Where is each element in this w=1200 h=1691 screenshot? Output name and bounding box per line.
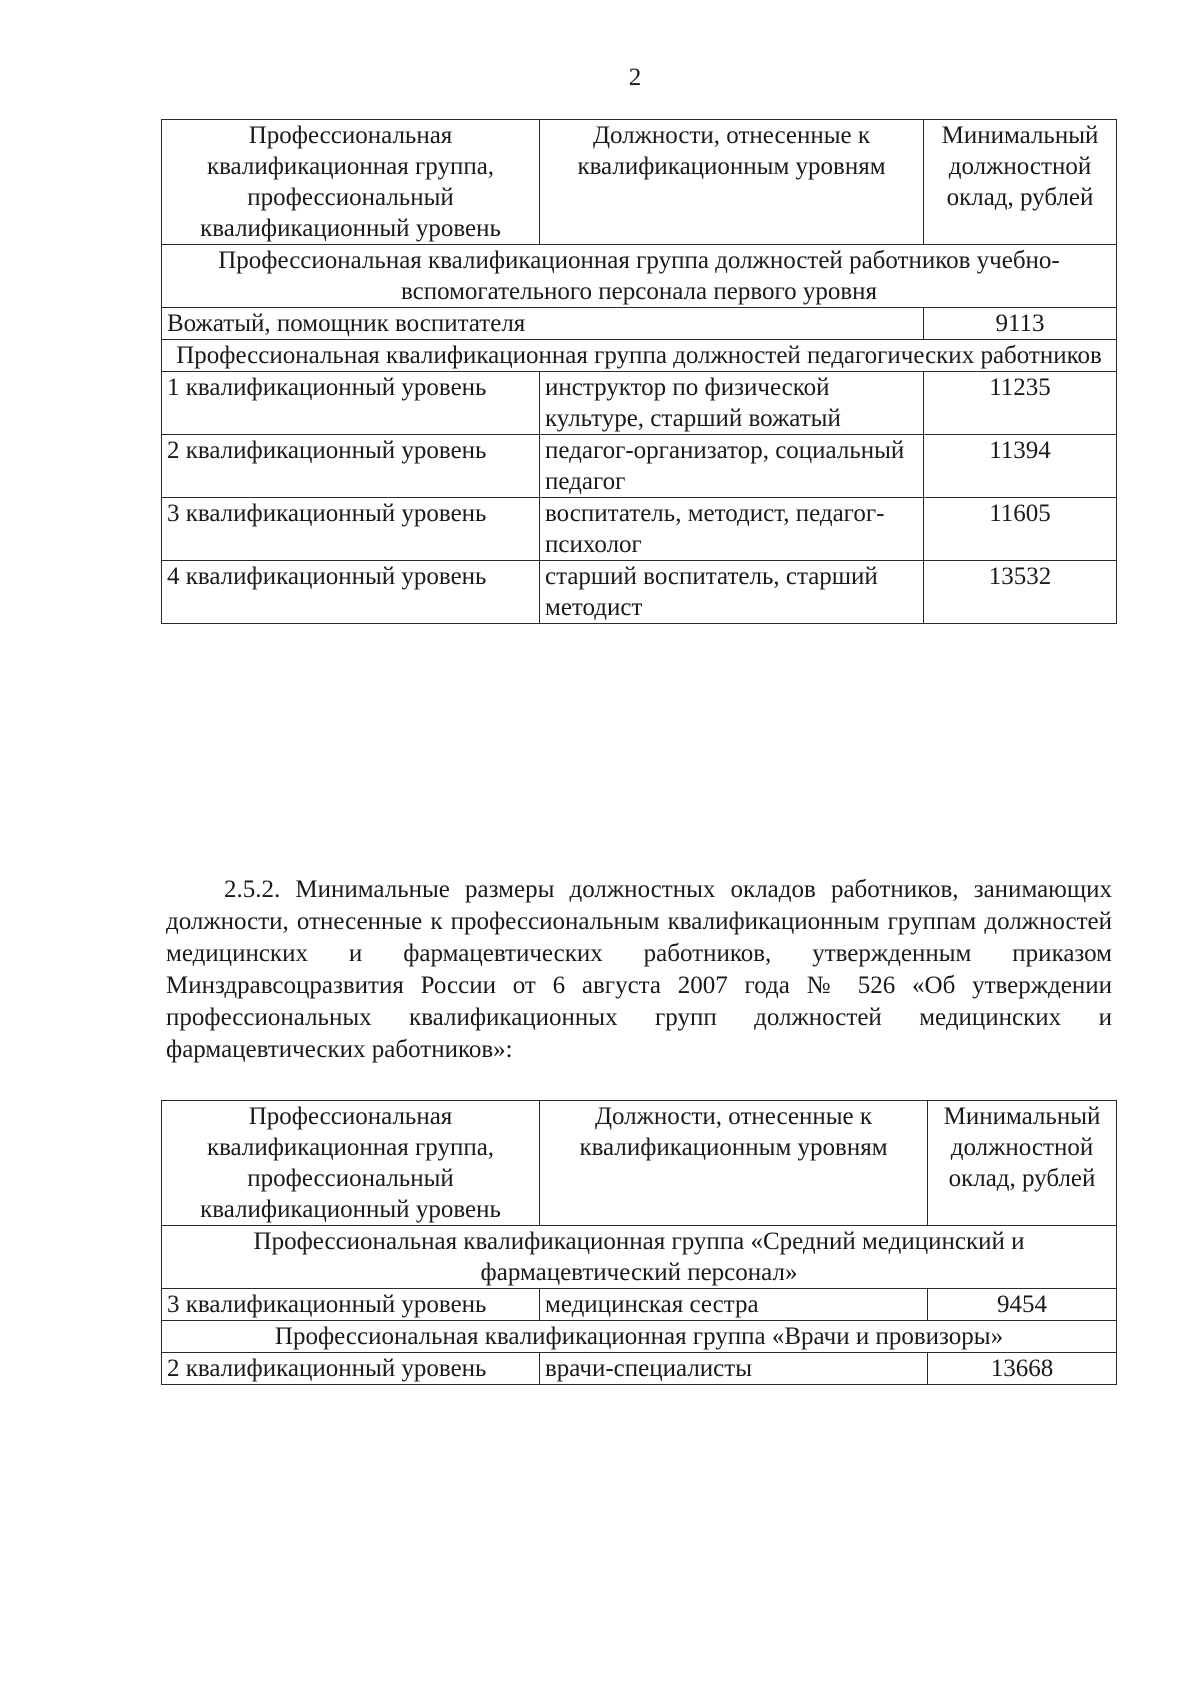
group-title-support-staff: Профессиональная квалификационная группа должностей работников учебно-вспомогательного персонала первого уровня [162,245,1117,308]
table-row [162,561,1117,624]
row-salary: 11235 [924,372,1117,435]
row-level: 1 квалификационный уровень [162,372,540,435]
row-positions: инструктор по физической культуре, старший вожатый [540,372,924,435]
table-header-row [162,1101,1117,1226]
table-row [162,435,1117,498]
row-positions: педагог-организатор, социальный педагог [540,435,924,498]
row-positions: медицинская сестра [540,1289,928,1321]
row-level: 3 квалификационный уровень [162,498,540,561]
group-row [162,340,1117,372]
row-level: 2 квалификационный уровень [162,1353,540,1385]
page-number: 2 [628,64,642,91]
row-level: 3 квалификационный уровень [162,1289,540,1321]
row-salary: 9454 [928,1289,1117,1321]
salary-table-pedagogical [161,119,1117,624]
row-salary: 13532 [924,561,1117,624]
header-positions: Должности, отнесенные к квалификационным уровням [540,1101,928,1226]
group-row [162,1321,1117,1353]
table-row [162,498,1117,561]
table-row [162,1353,1117,1385]
row-positions: старший воспитатель, старший методист [540,561,924,624]
table-row [162,308,1117,340]
header-min-salary: Минимальный должностной оклад, рублей [924,120,1117,245]
group-row [162,1226,1117,1289]
header-positions: Должности, отнесенные к квалификационным уровням [540,120,924,245]
row-salary: 9113 [924,308,1117,340]
body-paragraph: 2.5.2. Минимальные размеры должностных окладов работников, занимающих должности, отнесенные к профессиональным квалификационным группам должностей медицинских и фармацевтических работников, утвержденным приказом Минздравсоцразвития России от 6 августа 2007 года № 526 «Об утверждении профессиональных квалификационных групп должностей медицинских и фармацевтических работников»: [166,876,1112,1063]
header-group-level: Профессиональная квалификационная группа, профессиональный квалификационный уровень [162,120,540,245]
header-min-salary: Минимальный должностной оклад, рублей [928,1101,1117,1226]
group-title-doctors: Профессиональная квалификационная группа «Врачи и провизоры» [162,1321,1117,1353]
group-title-pedagogical: Профессиональная квалификационная группа должностей педагогических работников [162,340,1117,372]
row-level: 2 квалификационный уровень [162,435,540,498]
table-row [162,372,1117,435]
table-header-row [162,120,1117,245]
group-title-mid-medical: Профессиональная квалификационная группа «Средний медицинский и фармацевтический персонал» [162,1226,1117,1289]
salary-table-medical [161,1100,1117,1385]
row-level: 4 квалификационный уровень [162,561,540,624]
header-group-level: Профессиональная квалификационная группа, профессиональный квалификационный уровень [162,1101,540,1226]
row-positions: воспитатель, методист, педагог-психолог [540,498,924,561]
row-positions: Вожатый, помощник воспитателя [162,308,924,340]
row-salary: 13668 [928,1353,1117,1385]
table-row [162,1289,1117,1321]
group-row [162,245,1117,308]
row-salary: 11394 [924,435,1117,498]
row-positions: врачи-специалисты [540,1353,928,1385]
row-salary: 11605 [924,498,1117,561]
